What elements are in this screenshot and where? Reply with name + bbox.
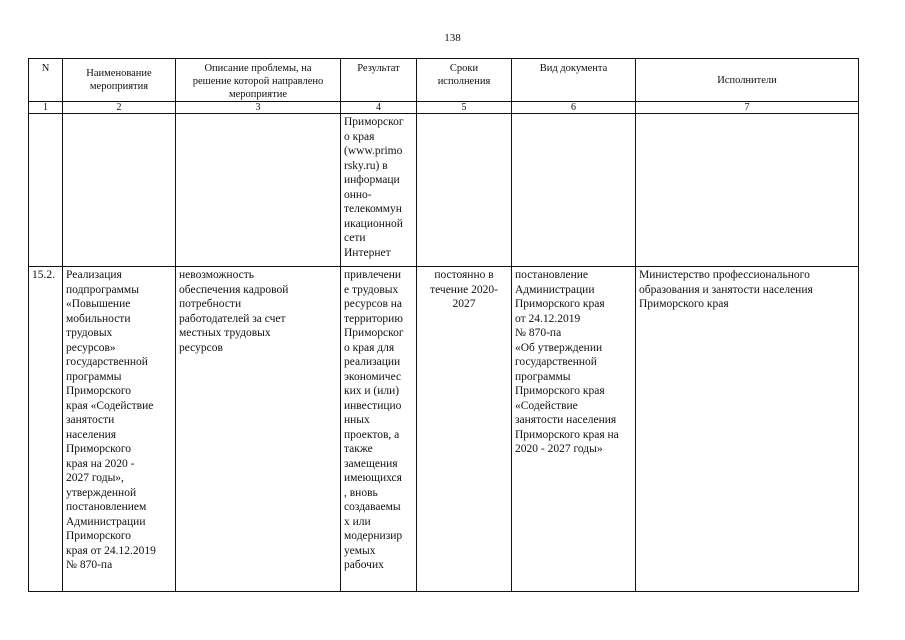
column-number: 7 — [636, 102, 859, 114]
header-executors: Исполнители — [636, 59, 859, 102]
column-number: 4 — [341, 102, 417, 114]
page-number: 138 — [444, 32, 461, 44]
table-row — [29, 267, 859, 592]
cell-number — [29, 114, 63, 267]
header-document: Вид документа — [512, 59, 636, 102]
cell-document: постановление Администрации Приморского края от 24.12.2019 № 870-па «Об утверждении государственной программы Приморского края «Содействие занятости населения Приморского края на 2020 - 2027 годы» — [512, 267, 636, 592]
cell-number: 15.2. — [29, 267, 63, 592]
table-row — [29, 114, 859, 267]
cell-problem: невозможность обеспечения кадровой потребности работодателей за счет местных трудовых ресурсов — [176, 267, 341, 592]
header-number: N — [29, 59, 63, 102]
measures-table — [28, 58, 859, 592]
header-name: Наименование мероприятия — [63, 59, 176, 102]
column-numbers-row — [29, 102, 859, 114]
column-number: 3 — [176, 102, 341, 114]
cell-problem — [176, 114, 341, 267]
cell-name: Реализация подпрограммы «Повышение мобильности трудовых ресурсов» государственной программы Приморского края «Содействие занятости населения Приморского края на 2020 - 2027 годы», утвержденной постановлением Администрации Приморского края от 24.12.2019 № 870-па — [63, 267, 176, 592]
cell-result: привлечени е трудовых ресурсов на территорию Приморског о края для реализации экономичес ких и (или) инвестицио нных проектов, а также замещения имеющихся , вновь создаваемы х или модернизир уемых рабочих — [341, 267, 417, 592]
cell-name — [63, 114, 176, 267]
column-number: 1 — [29, 102, 63, 114]
column-number: 6 — [512, 102, 636, 114]
header-problem: Описание проблемы, на решение которой направлено мероприятие — [176, 59, 341, 102]
cell-term: постоянно в течение 2020- 2027 — [417, 267, 512, 592]
column-number: 5 — [417, 102, 512, 114]
header-term: Сроки исполнения — [417, 59, 512, 102]
cell-executors — [636, 114, 859, 267]
cell-document — [512, 114, 636, 267]
cell-term — [417, 114, 512, 267]
cell-result: Приморског о края (www.primo rsky.ru) в информаци онно- телекоммун икационной сети Интернет — [341, 114, 417, 267]
cell-executors: Министерство профессионального образования и занятости населения Приморского края — [636, 267, 859, 592]
header-row — [29, 59, 859, 102]
header-result: Результат — [341, 59, 417, 102]
column-number: 2 — [63, 102, 176, 114]
